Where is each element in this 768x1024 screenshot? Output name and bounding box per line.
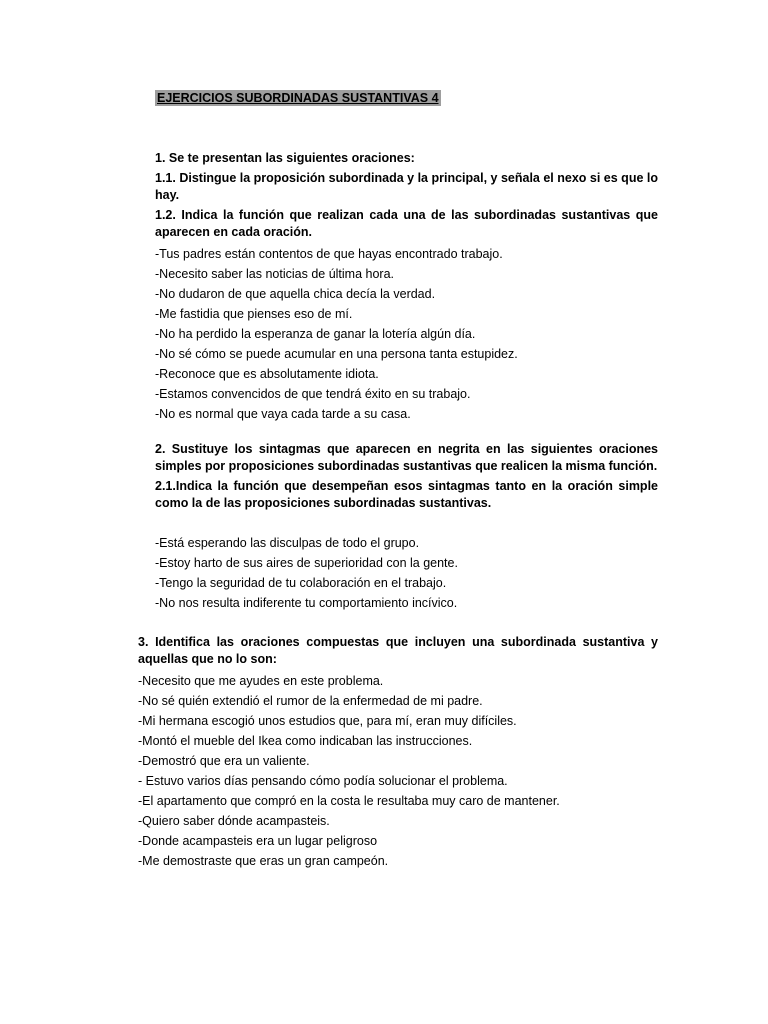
list-item: -Tengo la seguridad de tu colaboración en el trabajo. [155,576,447,590]
section-1-list [155,244,658,424]
list-item: -No es normal que vaya cada tarde a su casa. [155,407,411,421]
list-item: -Me demostraste que eras un gran campeón. [138,854,389,868]
list-item: -Está esperando las disculpas de todo el grupo. [155,536,420,550]
section-1-heading: 1. Se te presentan las siguientes oraciones: [155,151,415,165]
section-2-heading: 2. Sustituye los sintagmas que aparecen en negrita en las siguientes oraciones simples por proposiciones subordinadas sustantivas que realicen la misma función. [155,442,658,473]
section-2-list [155,533,658,613]
list-item: -Estoy harto de sus aires de superioridad con la gente. [155,556,458,570]
list-item: - Estuvo varios días pensando cómo podía solucionar el problema. [138,774,508,788]
list-item: -Donde acampasteis era un lugar peligroso [138,834,378,848]
list-item: -Necesito que me ayudes en este problema. [138,674,384,688]
section-3-list [138,671,658,871]
section-1 [155,150,658,424]
list-item: -Reconoce que es absolutamente idiota. [155,367,379,381]
list-item: -El apartamento que compró en la costa le resultaba muy caro de mantener. [138,794,560,808]
list-item: -Mi hermana escogió unos estudios que, para mí, eran muy difíciles. [138,714,517,728]
section-2-sub-1: 2.1.Indica la función que desempeñan esos sintagmas tanto en la oración simple como la de las proposiciones subordinadas sustantivas. [155,479,658,510]
list-item: -No sé cómo se puede acumular en una persona tanta estupidez. [155,347,518,361]
list-item: -Tus padres están contentos de que hayas encontrado trabajo. [155,247,503,261]
list-item: -Quiero saber dónde acampasteis. [138,814,330,828]
section-3-heading: 3. Identifica las oraciones compuestas que incluyen una subordinada sustantiva y aquellas que no lo son: [138,635,658,666]
section-2 [155,441,658,613]
list-item: -No ha perdido la esperanza de ganar la lotería algún día. [155,327,476,341]
list-item: -Montó el mueble del Ikea como indicaban las instrucciones. [138,734,473,748]
list-item: -No nos resulta indiferente tu comportamiento incívico. [155,596,458,610]
list-item: -No dudaron de que aquella chica decía la verdad. [155,287,436,301]
list-item: -Demostró que era un valiente. [138,754,310,768]
document-title: EJERCICIOS SUBORDINADAS SUSTANTIVAS 4 [157,91,439,105]
list-item: -Me fastidia que pienses eso de mí. [155,307,353,321]
section-1-sub-2: 1.2. Indica la función que realizan cada una de las subordinadas sustantivas que aparecen en cada oración. [155,208,658,239]
list-item: -Estamos convencidos de que tendrá éxito en su trabajo. [155,387,471,401]
section-1-sub-1: 1.1. Distingue la proposición subordinada y la principal, y señala el nexo si es que lo hay. [155,171,658,202]
list-item: -Necesito saber las noticias de última hora. [155,267,395,281]
spacer [155,515,658,533]
list-item: -No sé quién extendió el rumor de la enfermedad de mi padre. [138,694,483,708]
section-3 [138,634,658,871]
